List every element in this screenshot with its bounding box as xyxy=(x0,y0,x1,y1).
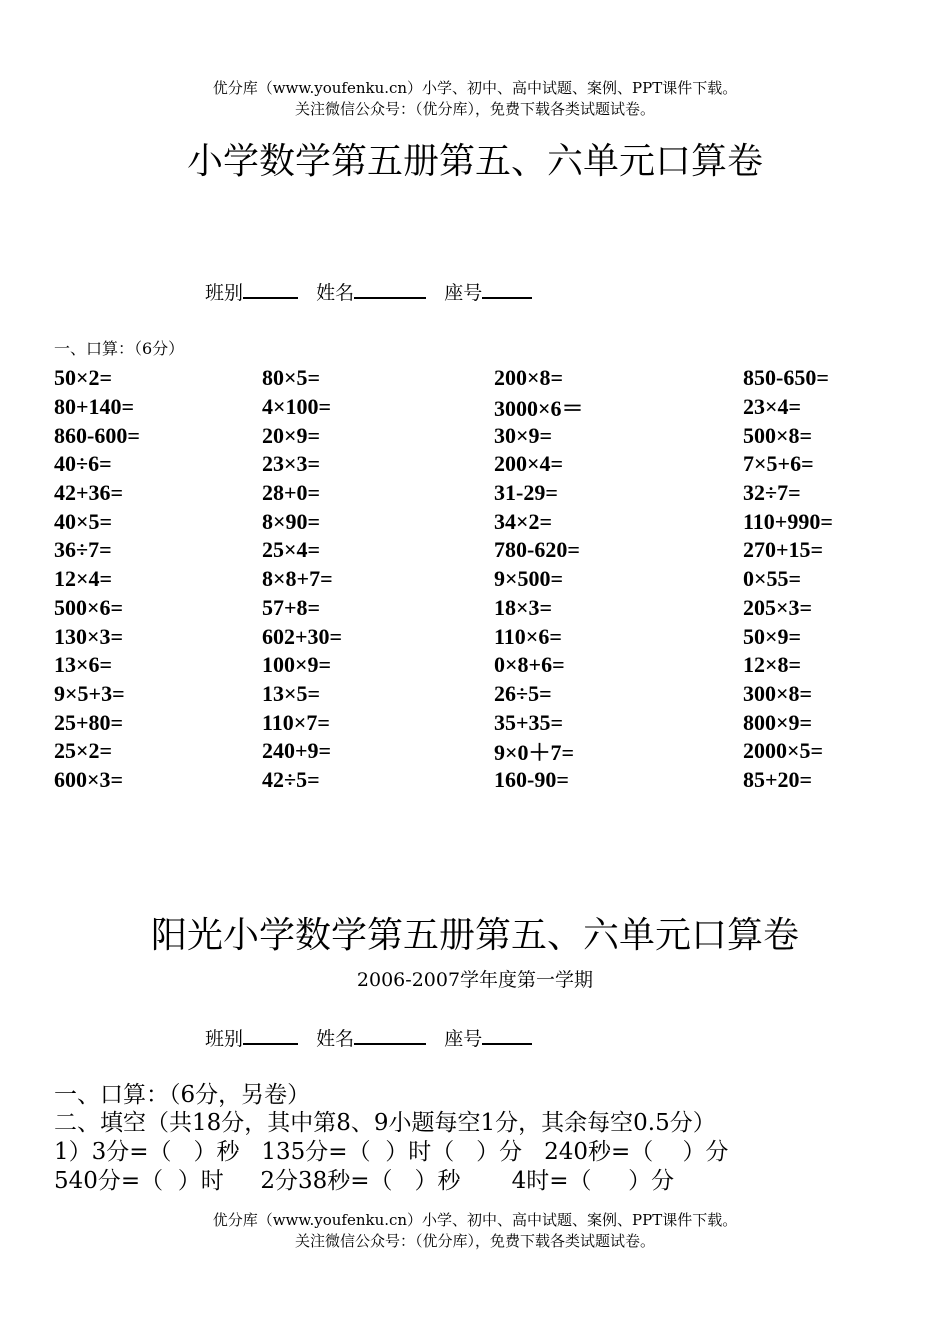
problem-item: 800×9= xyxy=(743,709,813,735)
problem-row xyxy=(54,421,914,450)
problem-item: 205×3= xyxy=(743,594,813,620)
problem-row xyxy=(54,708,914,737)
header-line-1: 优分库（www.youfenku.cn）小学、初中、高中试题、案例、PPT课件下载。 xyxy=(212,79,738,97)
problem-item: 200×4= xyxy=(494,451,564,477)
problem-item: 600×3= xyxy=(54,766,124,792)
problem-item: 110×6= xyxy=(494,623,562,649)
problem-item: 25×2= xyxy=(54,738,113,764)
problem-item: 270+15= xyxy=(743,537,824,563)
problem-item: 25×4= xyxy=(262,537,321,563)
problem-row xyxy=(54,450,914,479)
exam2-section-1: 一、口算：（6分，另卷） xyxy=(54,1082,311,1108)
name-label: 姓名 xyxy=(316,282,355,304)
problem-item: 500×6= xyxy=(54,594,124,620)
problem-item: 110+990= xyxy=(743,508,833,534)
problem-item: 13×5= xyxy=(262,680,321,706)
footer-line-2: 关注微信公众号：（优分库），免费下载各类试题试卷。 xyxy=(294,1232,655,1250)
problem-item: 31-29= xyxy=(494,480,558,506)
problem-row xyxy=(54,364,914,393)
problem-item: 860-600= xyxy=(54,422,140,448)
problem-item: 26÷5= xyxy=(494,680,552,706)
problem-item: 9×5+3= xyxy=(54,680,125,706)
problem-item: 8×8+7= xyxy=(262,566,333,592)
problem-item: 20×9= xyxy=(262,422,321,448)
problem-item: 160-90= xyxy=(494,766,569,792)
problem-row xyxy=(54,594,914,623)
problem-item: 13×6= xyxy=(54,652,113,678)
exam2-student-info xyxy=(205,1025,532,1051)
problem-item: 50×9= xyxy=(743,623,802,649)
problem-item: 30×9= xyxy=(494,422,553,448)
problem-item: 23×3= xyxy=(262,451,321,477)
class-blank xyxy=(243,279,298,299)
problem-row xyxy=(54,536,914,565)
exam2-question-2: 540分=（ ）时 2分38秒=（ ）秒 4时=（ ）分 xyxy=(54,1168,675,1194)
problem-item: 0×8+6= xyxy=(494,652,565,678)
problem-item: 240+9= xyxy=(262,738,332,764)
problem-item: 28+0= xyxy=(262,480,321,506)
problem-item: 4×100= xyxy=(262,394,332,420)
problem-item: 23×4= xyxy=(743,394,802,420)
problem-item: 2000×5= xyxy=(743,738,824,764)
problem-item: 7×5+6= xyxy=(743,451,814,477)
problem-item: 35+35= xyxy=(494,709,564,735)
problem-item: 300×8= xyxy=(743,680,813,706)
name-blank xyxy=(354,1025,426,1045)
problem-row xyxy=(54,737,914,766)
problem-item: 12×8= xyxy=(743,652,802,678)
seat-blank xyxy=(482,1025,532,1045)
problem-item: 850-650= xyxy=(743,365,829,391)
problem-item: 80+140= xyxy=(54,394,135,420)
problem-item: 25+80= xyxy=(54,709,124,735)
problem-item: 110×7= xyxy=(262,709,330,735)
problem-item: 12×4= xyxy=(54,566,113,592)
problem-grid xyxy=(54,364,914,794)
problem-row xyxy=(54,766,914,795)
exam2-question-1: 1）3分=（ ）秒 135分=（ ）时（ ）分 240秒=（ ）分 xyxy=(54,1139,729,1165)
problem-item: 9×0＋7= xyxy=(494,739,575,765)
problem-row xyxy=(54,479,914,508)
header-line-2: 关注微信公众号：（优分库），免费下载各类试题试卷。 xyxy=(294,100,655,118)
problem-item: 85+20= xyxy=(743,766,813,792)
problem-item: 40÷6= xyxy=(54,451,112,477)
name-label: 姓名 xyxy=(316,1028,355,1050)
problem-row xyxy=(54,393,914,422)
problem-item: 36÷7= xyxy=(54,537,112,563)
problem-item: 34×2= xyxy=(494,508,553,534)
name-blank xyxy=(354,279,426,299)
problem-row xyxy=(54,507,914,536)
problem-item: 780-620= xyxy=(494,537,580,563)
exam1-student-info xyxy=(205,279,532,305)
problem-item: 50×2= xyxy=(54,365,113,391)
exam1-title: 小学数学第五册第五、六单元口算卷 xyxy=(186,141,763,182)
class-label: 班别 xyxy=(205,282,244,304)
exam2-subtitle: 2006-2007学年度第一学期 xyxy=(356,969,594,991)
problem-item: 42+36= xyxy=(54,480,124,506)
seat-blank xyxy=(482,279,532,299)
problem-item: 9×500= xyxy=(494,566,564,592)
problem-item: 40×5= xyxy=(54,508,113,534)
exam2-section-2: 二、填空（共18分，其中第8、9小题每空1分，其余每空0.5分） xyxy=(54,1110,716,1136)
problem-item: 500×8= xyxy=(743,422,813,448)
problem-item: 200×8= xyxy=(494,365,564,391)
problem-item: 18×3= xyxy=(494,594,553,620)
problem-item: 100×9= xyxy=(262,652,332,678)
problem-item: 32÷7= xyxy=(743,480,801,506)
exam2-title: 阳光小学数学第五册第五、六单元口算卷 xyxy=(150,915,799,956)
seat-label: 座号 xyxy=(444,282,483,304)
seat-label: 座号 xyxy=(444,1028,483,1050)
problem-item: 602+30= xyxy=(262,623,343,649)
footer-line-1: 优分库（www.youfenku.cn）小学、初中、高中试题、案例、PPT课件下载。 xyxy=(212,1211,738,1229)
problem-row xyxy=(54,622,914,651)
problem-row xyxy=(54,565,914,594)
problem-item: 80×5= xyxy=(262,365,321,391)
problem-item: 3000×6＝ xyxy=(494,395,584,421)
problem-item: 0×55= xyxy=(743,566,802,592)
problem-row xyxy=(54,680,914,709)
problem-row xyxy=(54,651,914,680)
problem-item: 42÷5= xyxy=(262,766,320,792)
class-label: 班别 xyxy=(205,1028,244,1050)
class-blank xyxy=(243,1025,298,1045)
exam1-section-1: 一、口算：（6分） xyxy=(54,339,185,358)
problem-item: 8×90= xyxy=(262,508,321,534)
problem-item: 130×3= xyxy=(54,623,124,649)
problem-item: 57+8= xyxy=(262,594,321,620)
